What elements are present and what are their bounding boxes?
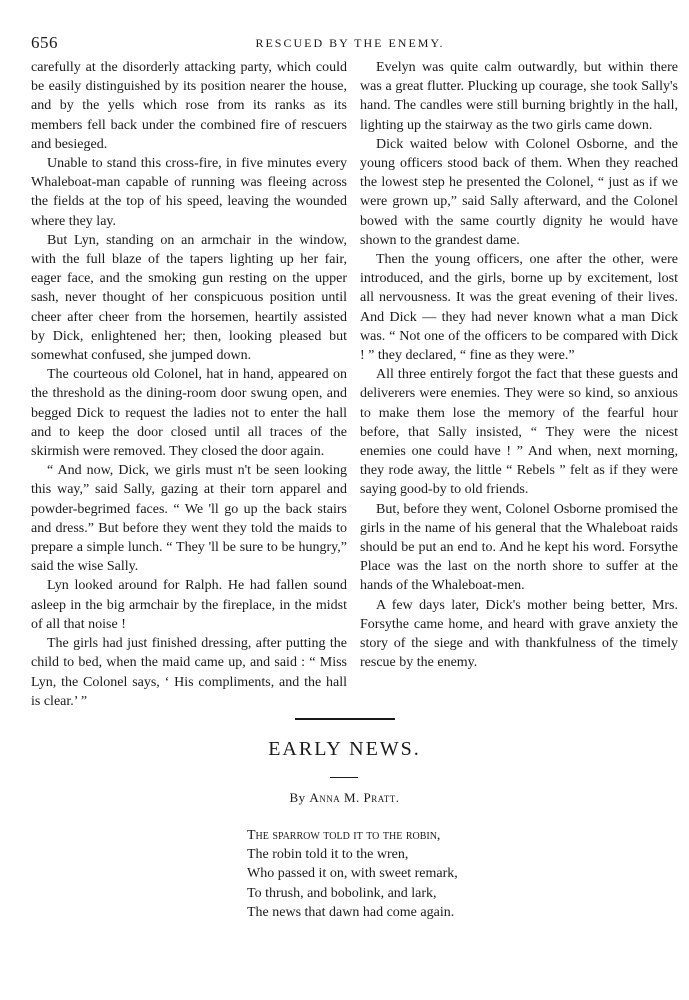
page-number: 656 — [31, 33, 58, 52]
paragraph: Evelyn was quite calm outwardly, but within there was a great flutter. Plucking up courage, she took Sally's hand. The candles were still burning brightly in the hall, lighting up the stairway as the two girls came down. — [360, 60, 678, 133]
paragraph: Unable to stand this cross-fire, in five minutes every Whaleboat-man capable of running was fleeing across the fields at the top of his speed, leaving the wounded where they lay. — [31, 156, 347, 229]
poem-title: EARLY NEWS. — [268, 738, 421, 760]
poem-line-text: The sparrow told it to the robin, — [247, 828, 441, 843]
left-column — [31, 58, 347, 711]
paragraph: “ And now, Dick, we girls must n't be seen looking this way,” said Sally, gazing at their torn apparel and powder-begrimed faces. “ We 'll go up the back stairs and dress.” But before they went they told the maids to prepare a simple lunch. “ They 'll be sure to be hungry,” said the wise Sally. — [31, 463, 347, 575]
paragraph: The courteous old Colonel, hat in hand, appeared on the threshold as the dining-room door swung open, and begged Dick to request the ladies not to enter the hall and to keep the door closed until all traces of the skirmish were removed. They closed the door again. — [31, 367, 347, 460]
section-divider — [295, 718, 395, 720]
paragraph: But, before they went, Colonel Osborne promised the girls in the name of his general that the Whaleboat raids should be put an end to. And he kept his word. Forsythe Place was the last on the north shore to suffer at the hands of the Whaleboat-men. — [360, 501, 678, 594]
poem-line: The robin told it to the wren, — [247, 847, 409, 863]
poem-line: Who passed it on, with sweet remark, — [247, 866, 458, 882]
running-title: RESCUED BY THE ENEMY. — [255, 36, 445, 50]
poem-line: To thrush, and bobolink, and lark, — [247, 885, 437, 901]
page-header — [31, 33, 669, 53]
poem-line — [247, 826, 547, 845]
paragraph: Lyn looked around for Ralph. He had fallen sound asleep in the big armchair by the fireplace, in the midst of all that noise ! — [31, 578, 347, 632]
poem-line: The news that dawn had come again. — [247, 904, 455, 920]
paragraph: carefully at the disorderly attacking party, which could be easily distinguished by its position nearer the house, and by the yells which rose from its ranks as its members fell back under the combined fire of rescuers and besieged. — [31, 60, 347, 152]
byline-prefix: By — [289, 790, 306, 805]
paragraph: The girls had just finished dressing, after putting the child to bed, when the maid came up, and said : “ Miss Lyn, the Colonel says, ‘ His compliments, and the hall is clear.’ ” — [31, 636, 347, 709]
poem-body — [247, 826, 547, 922]
paragraph: Dick waited below with Colonel Osborne, and the young officers stood back of them. When they reached the lowest step he presented the Colonel, “ just as if we were grown up,” said Sally afterward, and the Colonel bowed with the same courtly dignity he would have shown to the grandest dame. — [360, 136, 678, 248]
paragraph: A few days later, Dick's mother being better, Mrs. Forsythe came home, and heard with grave anxiety the story of the siege and with thankfulness of the timely rescue by the enemy. — [360, 597, 678, 671]
right-column — [360, 58, 678, 673]
title-rule — [330, 777, 358, 778]
author-name: Anna M. Pratt. — [309, 790, 400, 805]
paragraph: But Lyn, standing on an armchair in the window, with the full blaze of the tapers lighting up her fair, eager face, and the smoking gun resting on the upper sash, never thought of her conspicuous position until cheer after cheer from the horsemen, heartily assisted by Dick, enlightened her; then, looking pleased but somewhat confused, she jumped down. — [31, 232, 347, 364]
byline — [0, 790, 689, 806]
paragraph: All three entirely forgot the fact that these guests and deliverers were enemies. They were so kind, so anxious to make them lose the memory of the fearful hour before, that Sally insisted, “ They were the nicest enemies one could have ! ” And when, next morning, they rode away, the little “ Rebels ” felt as if they were saying good-by to old friends. — [360, 367, 678, 498]
paragraph: Then the young officers, one after the other, were introduced, and the girls, borne up by excitement, lost all nervousness. It was the great evening of their lives. And Dick — they had never known what a man Dick was. “ Not one of the officers to be compared with Dick ! ” they declared, “ fine as they were.” — [360, 252, 678, 364]
